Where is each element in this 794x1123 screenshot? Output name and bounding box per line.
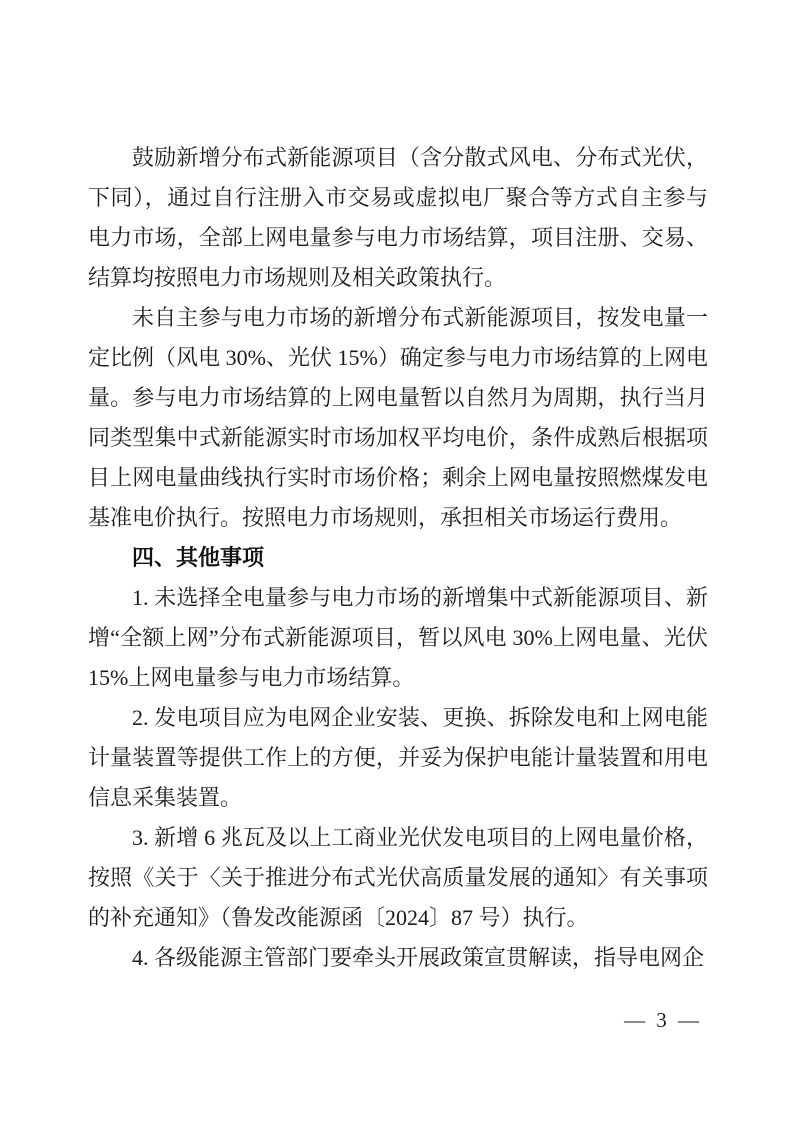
paragraph: 鼓励新增分布式新能源项目（含分散式风电、分布式光伏，下同），通过自行注册入市交易或虚拟电厂聚合等方式自主参与电力市场，全部上网电量参与电力市场结算，项目注册、交易、结算均按照电力市场规则及相关政策执行。 bbox=[88, 145, 708, 290]
paragraph: 1. 未选择全电量参与电力市场的新增集中式新能源项目、新增“全额上网”分布式新能源项目，暂以风电 30%上网电量、光伏 15%上网电量参与电力市场结算。 bbox=[88, 585, 708, 690]
paragraph: 4. 各级能源主管部门要牵头开展政策宣贯解读，指导电网企 bbox=[132, 945, 705, 970]
paragraph: 未自主参与电力市场的新增分布式新能源项目，按发电量一定比例（风电 30%、光伏 15%）确定参与电力市场结算的上网电量。参与电力市场结算的上网电量暂以自然月为周期，执行当月同类型集中式新能源实时市场加权平均电价，条件成熟后根据项目上网电量曲线执行实时市场价格；剩余上网电量按照燃煤发电基准电价执行。按照电力市场规则，承担相关市场运行费用。 bbox=[88, 305, 708, 530]
section-heading: 四、其他事项 bbox=[132, 545, 265, 570]
paragraph: 3. 新增 6 兆瓦及以上工商业光伏发电项目的上网电量价格，按照《关于〈关于推进分布式光伏高质量发展的通知〉有关事项的补充通知》（鲁发改能源函〔2024〕87 号）执行。 bbox=[88, 825, 708, 930]
paragraph: 2. 发电项目应为电网企业安装、更换、拆除发电和上网电能计量装置等提供工作上的方便，并妥为保护电能计量装置和用电信息采集装置。 bbox=[88, 705, 708, 810]
page-number: — 3 — bbox=[624, 1008, 702, 1032]
document-body bbox=[88, 138, 708, 978]
